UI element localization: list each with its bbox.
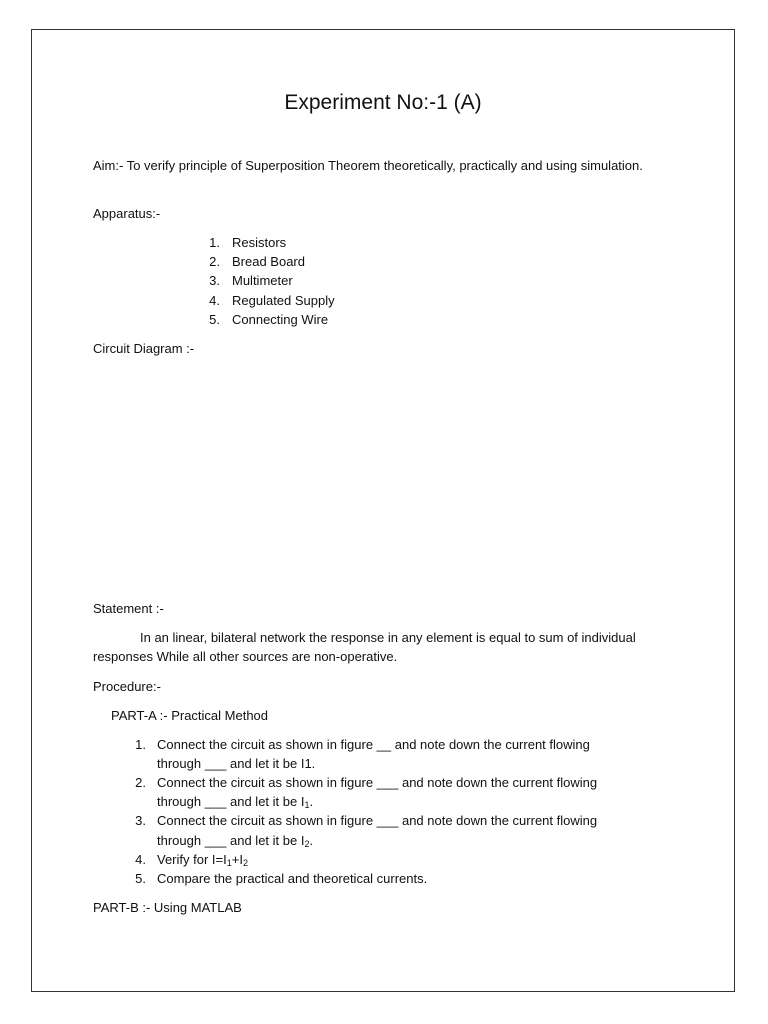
apparatus-heading: Apparatus:- [93, 206, 161, 221]
statement-heading: Statement :- [93, 601, 164, 616]
list-item-label: Connect the circuit as shown in figure __ and note down the current flowing [157, 737, 590, 752]
subscript: 1 [226, 858, 232, 868]
list-item-label: Bread Board [232, 254, 305, 269]
page-title: Experiment No:-1 (A) [284, 91, 482, 114]
list-item-label: Connect the circuit as shown in figure ___ and note down the current flowing [157, 775, 598, 790]
circuit-diagram-heading: Circuit Diagram :- [93, 341, 195, 356]
part-a-heading: PART-A :- Practical Method [111, 708, 269, 723]
list-item-label: Connect the circuit as shown in figure ___ and note down the current flowing [157, 813, 598, 828]
list-item-number: 3. [135, 813, 146, 828]
step-text: through ___ and let it be I [157, 833, 305, 848]
list-item-number: 2. [135, 775, 146, 790]
list-item-label: Resistors [232, 235, 287, 250]
list-item-label [157, 831, 313, 850]
procedure-heading: Procedure:- [93, 679, 161, 694]
list-item-label: through ___ and let it be I1. [157, 756, 316, 771]
list-item-number: 5. [209, 312, 220, 327]
step-text-plus: +I [231, 852, 243, 867]
step-text: through ___ and let it be I [157, 794, 305, 809]
list-item-number: 1. [135, 737, 146, 752]
step-text-end: . [309, 833, 314, 848]
aim-text: Aim:- To verify principle of Superposition Theorem theoretically, practically and using simulation. [93, 158, 643, 173]
list-item-label [157, 850, 248, 869]
list-item-number: 2. [209, 254, 220, 269]
part-b-heading: PART-B :- Using MATLAB [93, 900, 242, 915]
list-item-label: Compare the practical and theoretical currents. [157, 871, 428, 886]
subscript: 1 [304, 800, 310, 810]
list-item-number: 4. [135, 852, 146, 867]
subscript: 2 [304, 839, 310, 849]
subscript: 2 [242, 858, 248, 868]
step-text-end: . [309, 794, 314, 809]
list-item-label: Connecting Wire [232, 312, 329, 327]
list-item-label: Multimeter [232, 273, 293, 288]
list-item-label: Regulated Supply [232, 293, 335, 308]
list-item-number: 3. [209, 273, 220, 288]
list-item-number: 5. [135, 871, 146, 886]
step-text: Verify for I=I [157, 852, 227, 867]
list-item-number: 1. [209, 235, 220, 250]
list-item-number: 4. [209, 293, 220, 308]
list-item-label [157, 792, 313, 811]
statement-text: In an linear, bilateral network the response in any element is equal to sum of individual responses While all other sources are non-operative. [93, 630, 636, 665]
